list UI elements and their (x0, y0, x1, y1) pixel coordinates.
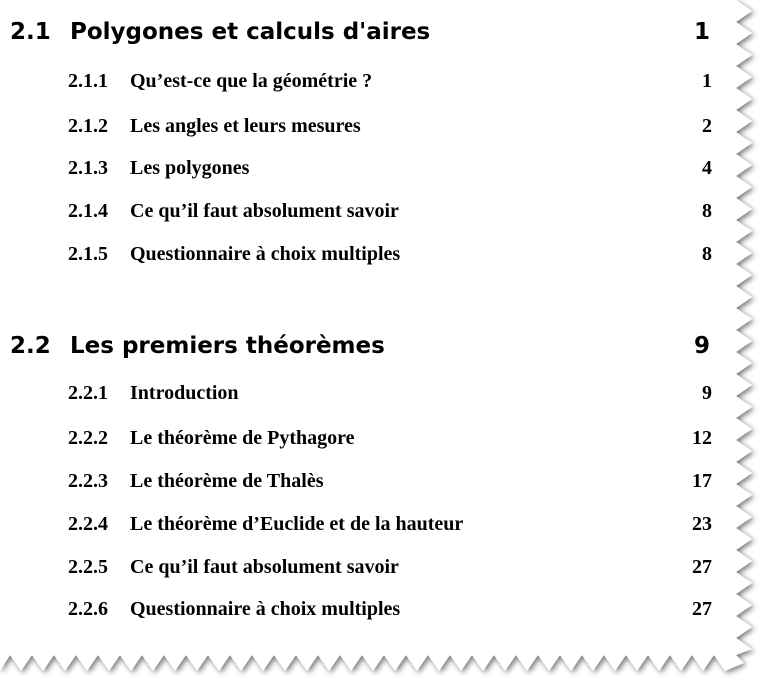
subsection-number: 2.1.3 (68, 157, 108, 179)
subsection-page-number: 1 (702, 70, 712, 92)
subsection-number: 2.1.5 (68, 243, 108, 265)
subsection-page-number: 17 (692, 470, 712, 492)
subsection-number: 2.2.1 (68, 382, 108, 404)
subsection-page-number: 27 (692, 556, 712, 578)
subsection-title[interactable]: Le théorème d’Euclide et de la hauteur (130, 513, 464, 535)
subsection-page-number: 12 (692, 427, 712, 449)
subsection-page-number: 27 (692, 598, 712, 620)
subsection-number: 2.2.2 (68, 427, 108, 449)
subsection-title[interactable]: Les polygones (130, 157, 250, 179)
subsection-number: 2.2.4 (68, 513, 108, 535)
subsection-title[interactable]: Le théorème de Thalès (130, 470, 324, 492)
section-title[interactable]: Les premiers théorèmes (70, 333, 385, 359)
subsection-number: 2.1.4 (68, 200, 108, 222)
subsection-number: 2.2.3 (68, 470, 108, 492)
subsection-page-number: 9 (702, 382, 712, 404)
subsection-title[interactable]: Qu’est-ce que la géométrie ? (130, 70, 373, 92)
subsection-title[interactable]: Le théorème de Pythagore (130, 427, 355, 449)
subsection-page-number: 8 (702, 200, 712, 222)
subsection-title[interactable]: Questionnaire à choix multiples (130, 598, 401, 620)
subsection-title[interactable]: Introduction (130, 382, 239, 404)
subsection-title[interactable]: Questionnaire à choix multiples (130, 243, 401, 265)
subsection-number: 2.2.6 (68, 598, 108, 620)
section-page-number: 1 (693, 19, 710, 45)
section-number: 2.2 (10, 333, 51, 359)
subsection-title[interactable]: Ce qu’il faut absolument savoir (130, 200, 399, 222)
subsection-page-number: 4 (702, 157, 712, 179)
subsection-number: 2.1.1 (68, 70, 108, 92)
section-title[interactable]: Polygones et calculs d'aires (70, 19, 431, 45)
subsection-page-number: 23 (692, 513, 712, 535)
subsection-title[interactable]: Les angles et leurs mesures (130, 115, 361, 137)
subsection-number: 2.2.5 (68, 556, 108, 578)
section-number: 2.1 (10, 19, 51, 45)
section-page-number: 9 (693, 333, 710, 359)
subsection-page-number: 8 (702, 243, 712, 265)
subsection-page-number: 2 (702, 115, 712, 137)
subsection-number: 2.1.2 (68, 115, 108, 137)
subsection-title[interactable]: Ce qu’il faut absolument savoir (130, 556, 399, 578)
